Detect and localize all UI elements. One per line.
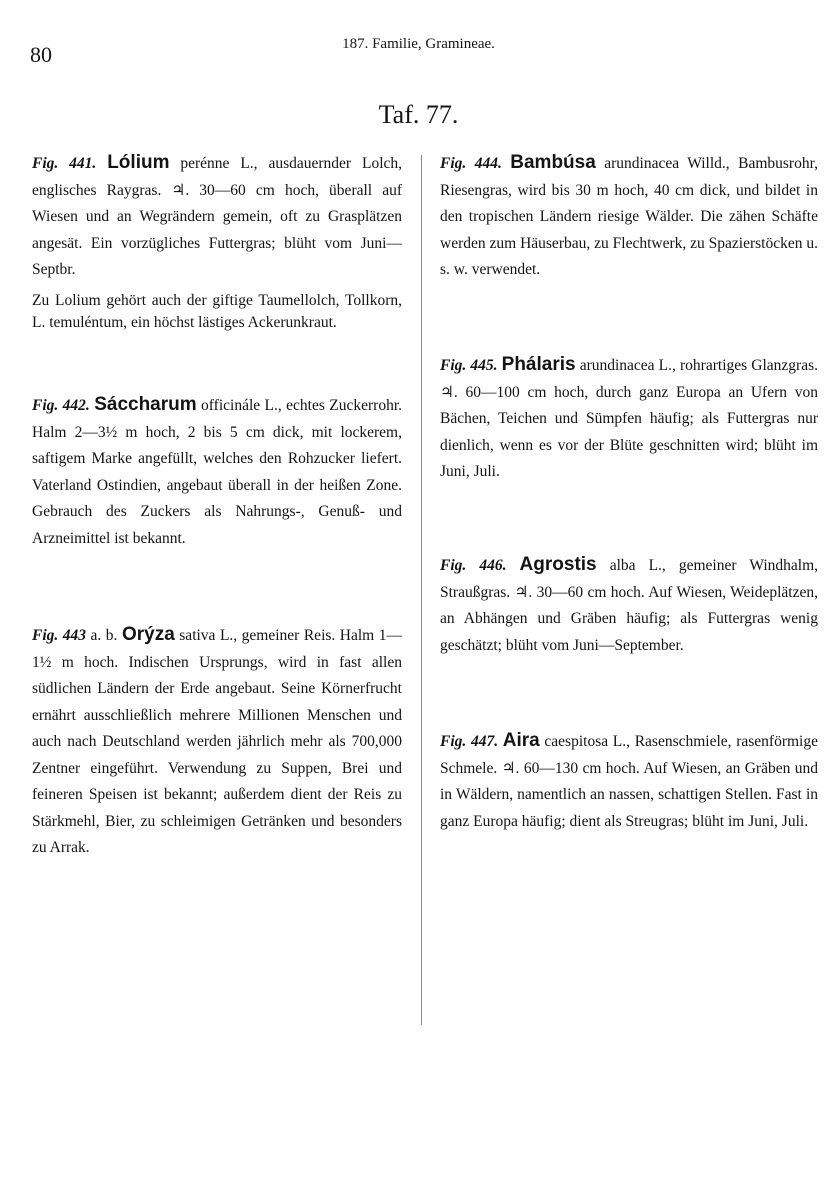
left-column	[32, 150, 402, 900]
page-number: 80	[30, 42, 52, 67]
figure-suffix: a. b.	[86, 627, 122, 644]
figure-number: Fig. 441.	[32, 155, 97, 172]
figure-number: Fig. 442.	[32, 397, 90, 414]
genus-name: Lólium	[107, 152, 170, 173]
entry-text	[440, 552, 818, 659]
genus-name: Phálaris	[501, 354, 576, 375]
description: officinále L., echtes Zuckerrohr. Halm 2—3½ m hoch, 2 bis 5 cm dick, mit lockerem, saftigem Marke angefüllt, welches den Rohzucker liefert. Vaterland Ostindien, angebaut überall in der heißen Zone. Gebrauch des Zuckers als Nahrungs-, Genuß- und Arzneimittel ist bekannt.	[32, 397, 403, 547]
genus-name: Agrostis	[519, 554, 597, 575]
figure-number: Fig. 445.	[440, 357, 498, 374]
description: arundinacea L., rohrartiges Glanzgras. ♃. 60—100 cm hoch, durch ganz Europa an Ufern von Bächen, Teichen und Sümpfen häufig; als Futtergras nur dienlich, wenn es vor der Blüte geschnitten wird; blüht im Juni, Juli.	[440, 357, 818, 480]
entry-fig-442	[32, 392, 402, 552]
entry-fig-447	[440, 728, 818, 835]
description: arundinacea Willd., Bambusrohr, Riesengras, wird bis 30 m hoch, 40 cm dick, und bildet in den tropischen Ländern riesige Wälder. Die zähen Schäfte werden zum Häuserbau, zu Flechtwerk, zu Spazierstöcken u. s. w. verwendet.	[440, 155, 818, 278]
entry-text	[440, 728, 818, 835]
right-column	[440, 150, 818, 890]
description: caespitosa L., Rasenschmiele, rasenförmige Schmele. ♃. 60—130 cm hoch. Auf Wiesen, an Gräben und in Wäldern, namentlich an nassen, schattigen Stellen. Fast in ganz Europa häufig; dient als Streugras; blüht im Juni, Juli.	[440, 733, 818, 830]
description: sativa L., gemeiner Reis. Halm 1—1½ m hoch. Indischen Ursprungs, wird in fast allen südlichen Ländern der Erde angebaut. Seine Körnerfrucht ernährt ausschließlich mehrere Millionen Menschen und auch nach Deutschland werden jährlich mehr als 700,000 Zentner eingeführt. Verwendung zu Suppen, Brei und feineren Speisen ist bekannt; außerdem dient der Reis zu Stärkmehl, Bier, zu schleimigen Getränken und besonders zu Arrak.	[32, 627, 402, 856]
genus-name: Sáccharum	[94, 394, 197, 415]
figure-number: Fig. 443	[32, 627, 87, 644]
note-text: Zu Lolium gehört auch der giftige Taumellolch, Tollkorn, L. temuléntum, ein höchst lästiges Ackerunkraut.	[32, 292, 402, 331]
figure-number: Fig. 444.	[440, 155, 502, 172]
column-divider	[421, 155, 422, 1025]
genus-name: Orýza	[121, 624, 175, 645]
entry-text	[440, 150, 818, 284]
description: perénne L., ausdauernder Lolch, englisches Raygras. ♃. 30—60 cm hoch, überall auf Wiesen und an Wegrändern gemein, oft zu Grasplätzen angesät. Ein vorzügliches Futtergras; blüht vom Juni—Septbr.	[32, 155, 402, 278]
entry-text	[32, 622, 402, 862]
entry-fig-446	[440, 552, 818, 659]
running-head: 187. Familie, Gramineae.	[342, 36, 495, 52]
entry-fig-445	[440, 352, 818, 486]
figure-number: Fig. 447.	[440, 733, 499, 750]
genus-name: Bambúsa	[510, 152, 596, 173]
plate-title: Taf. 77.	[378, 100, 459, 129]
figure-number: Fig. 446.	[440, 557, 507, 574]
entry-fig-443	[32, 622, 402, 862]
entry-text	[32, 392, 402, 552]
entry-text	[440, 352, 818, 486]
genus-name: Aira	[502, 730, 540, 751]
note-lolium	[32, 290, 402, 334]
entry-fig-444	[440, 150, 818, 284]
entry-fig-441	[32, 150, 402, 284]
description: alba L., gemeiner Windhalm, Straußgras. ♃. 30—60 cm hoch. Auf Wiesen, Weideplätzen, an Abhängen und Gräben häufig; als Futtergras wenig geschätzt; blüht vom Juni—September.	[440, 557, 818, 654]
entry-text	[32, 150, 402, 284]
